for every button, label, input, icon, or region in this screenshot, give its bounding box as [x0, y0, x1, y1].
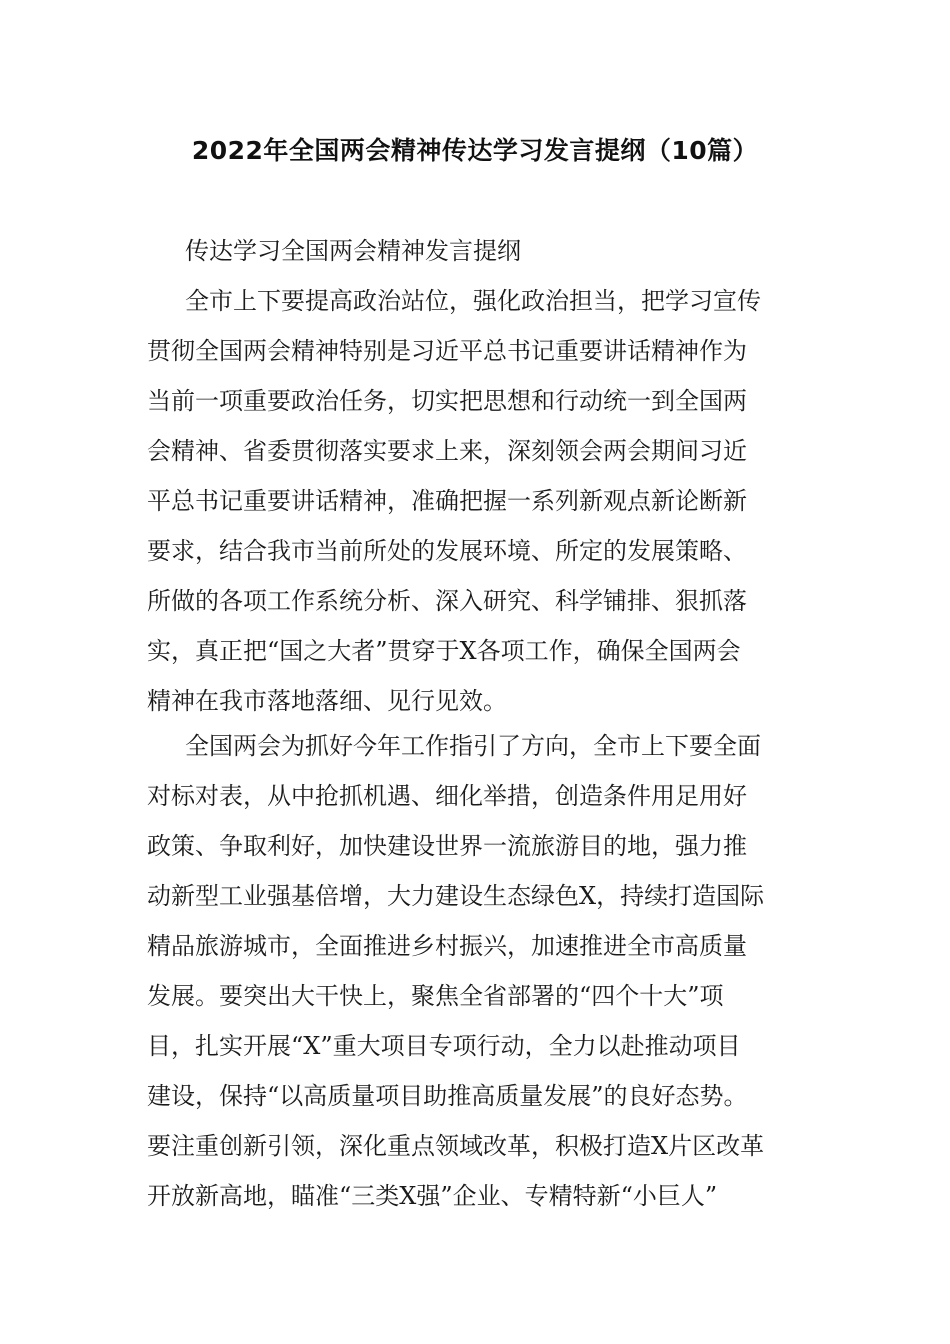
paragraph-1-line: 平总书记重要讲话精神，准确把握一系列新观点新论断新: [147, 487, 747, 515]
paragraph-1-line: 要求，结合我市当前所处的发展环境、所定的发展策略、: [147, 537, 747, 565]
paragraph-2-line: 动新型工业强基倍增，大力建设生态绿色X，持续打造国际: [147, 882, 765, 910]
document-subtitle: 传达学习全国两会精神发言提纲: [185, 237, 521, 265]
paragraph-1-line: 所做的各项工作系统分析、深入研究、科学铺排、狠抓落: [147, 587, 747, 615]
paragraph-2-line: 要注重创新引领，深化重点领域改革，积极打造X片区改革: [147, 1132, 765, 1160]
paragraph-1-line: 精神在我市落地落细、见行见效。: [147, 687, 507, 715]
paragraph-2: [147, 721, 807, 1221]
document-title: 2022年全国两会精神传达学习发言提纲（10篇）: [191, 136, 759, 165]
paragraph-2-line: 建设，保持“以高质量项目助推高质量发展”的良好态势。: [147, 1082, 748, 1110]
paragraph-1-line: 会精神、省委贯彻落实要求上来，深刻领会两会期间习近: [147, 437, 747, 465]
paragraph-1-line: 贯彻全国两会精神特别是习近平总书记重要讲话精神作为: [147, 337, 747, 365]
paragraph-2-line: 全国两会为抓好今年工作指引了方向，全市上下要全面: [185, 732, 761, 760]
paragraph-2-line: 对标对表，从中抢抓机遇、细化举措，创造条件用足用好: [147, 782, 747, 810]
paragraph-2-line: 政策、争取利好，加快建设世界一流旅游目的地，强力推: [147, 832, 747, 860]
paragraph-1-line: 全市上下要提高政治站位，强化政治担当，把学习宣传: [185, 287, 761, 315]
paragraph-2-line: 目，扎实开展“X”重大项目专项行动，全力以赴推动项目: [147, 1032, 741, 1060]
paragraph-2-line: 开放新高地，瞄准“三类X强”企业、专精特新“小巨人”: [147, 1182, 718, 1210]
paragraph-2-line: 精品旅游城市，全面推进乡村振兴，加速推进全市高质量: [147, 932, 747, 960]
paragraph-2-line: 发展。要突出大干快上，聚焦全省部署的“四个十大”项: [147, 982, 724, 1010]
paragraph-1: [147, 276, 807, 726]
paragraph-1-line: 实，真正把“国之大者”贯穿于X各项工作，确保全国两会: [147, 637, 741, 665]
paragraph-1-line: 当前一项重要政治任务，切实把思想和行动统一到全国两: [147, 387, 747, 415]
